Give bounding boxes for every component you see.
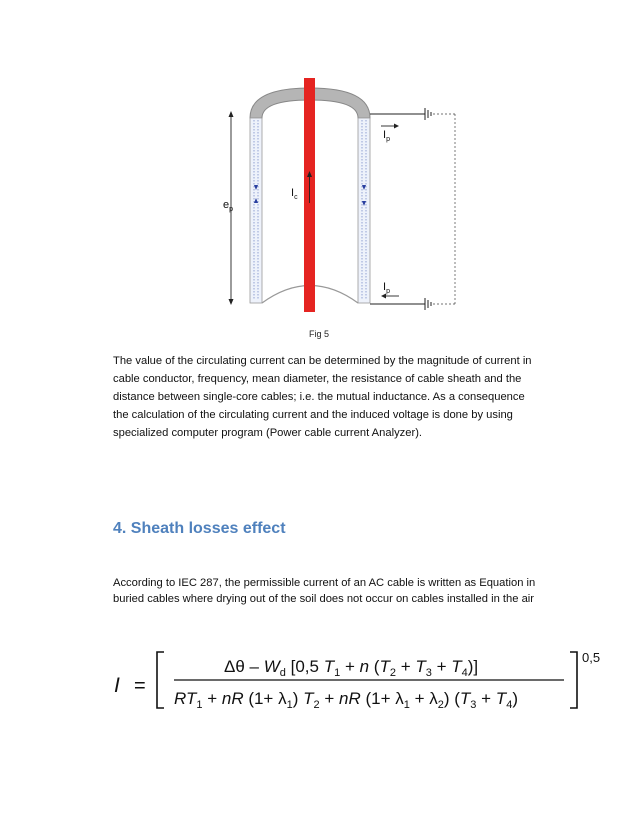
eq-denominator: $RT_1$ + nR $(1+ \lambda_1)$ $T_2$ + nR $(1+ \lambda_1 + \lambda_2)$ $(T_3 + T_4)$ — [174, 689, 518, 711]
ip-label-bottom: $I_p$ — [383, 281, 390, 295]
body-paragraph-2: According to IEC 287, the permissible current of an AC cable is written as Equation in buried cables where drying out of the soil does not occur on cables installed in the air — [113, 577, 536, 605]
permissible-current-equation — [112, 640, 602, 720]
eq-lhs: I — [114, 674, 120, 697]
sheath-left — [250, 118, 262, 303]
eq-exponent: 0,5 — [582, 650, 601, 665]
cable-sheath-figure — [215, 78, 465, 318]
eq-equals: = — [134, 675, 146, 697]
eq-numerator: Δθ – $W_d$ [0,5 $T_1 + n$ $(T_2 + T_3 + T_4)$] — [224, 657, 479, 679]
ic-label: $I_c$ — [291, 187, 298, 201]
ip-label-top: $I_p$ — [383, 129, 390, 143]
ep-label: $e_p$ — [223, 199, 234, 213]
body-paragraph-1: The value of the circulating current can be determined by the magnitude of current in cable conductor, frequency, mean diameter, the resistance of cable sheath and the distance between single-core cables; i.e. the mutual inductance. As a consequence the calculation of the circulating current and the induced voltage is done by using specialized computer program (Power cable current Analyzer). — [113, 355, 532, 439]
sheath-right — [358, 118, 370, 303]
figure-caption: Fig 5 — [308, 329, 329, 339]
section-heading: 4. Sheath losses effect — [113, 520, 286, 537]
